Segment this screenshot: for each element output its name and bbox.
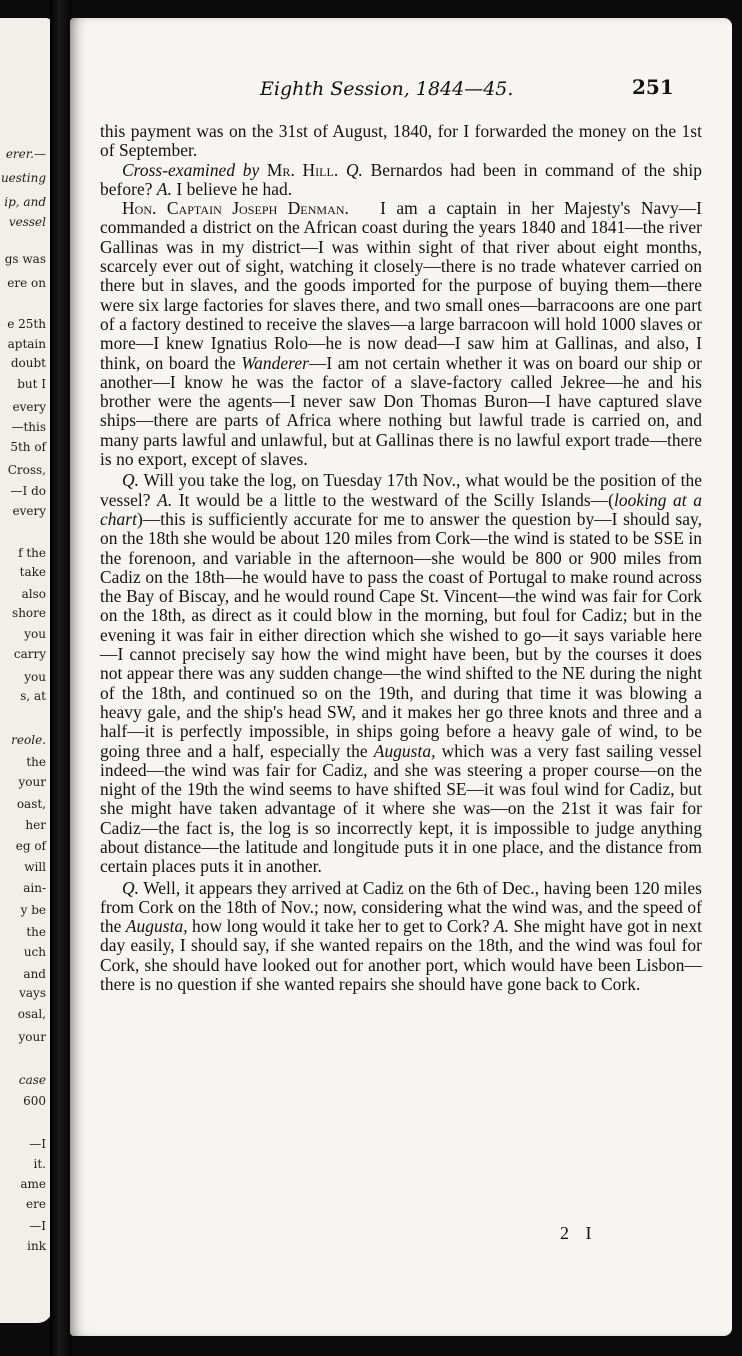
- previous-page-text-fragment: 600: [23, 1094, 46, 1108]
- previous-page-text-fragment: ink: [27, 1239, 46, 1253]
- paragraph: Cross-examined by Mr. Hill. Q. Bernardos had been in command of the ship before? A. I believe he had.: [100, 159, 702, 199]
- previous-page-text-fragment: but I: [17, 377, 46, 391]
- previous-page-text-fragment: aptain: [7, 337, 46, 351]
- signature-mark: 2 I: [560, 1223, 598, 1243]
- previous-page-fragment: [0, 18, 52, 1323]
- body-text: [100, 122, 702, 994]
- previous-page-text-fragment: also: [21, 587, 46, 601]
- page-number: 251: [632, 75, 674, 99]
- paragraph: Q. Will you take the log, on Tuesday 17th Nov., what would be the position of the vessel? A. It would be a little to the westward of the Scilly Islands—(looking at a chart)—this is sufficiently accurate for me to answer the question by—I should say, on the 18th she would be about 120 miles from Cork—the wind is stated to be SSE in the forenoon, and variable in the afternoon—she would be 800 or 900 miles from Cadiz on the 18th—he would have to pass the coast of Portugal to make round across the Bay of Biscay, and he would round Cape St. Vincent—the wind was fair for Cork on the 18th, as direct as it could blow in the morning, but foul for Cadiz; but in the evening it was fair in either direction which she wished to go—it says variable here—I cannot precisely say how the wind might have been, but by the courses it does not appear there was any sudden change—the wind shifted to the NE during the night of the 18th, and continued so on the 19th, and during that time it was blowing a heavy gale, and the ship's head SW, and it makes her go three knots and three and a half—it is perfectly impossible, in ships going before a heavy gale of wind, to be going three and a half, especially the Augusta, which was a very fast sailing vessel indeed—the wind was fair for Cadiz, and she was steering a proper course—on the night of the 19th the wind seems to have shifted SE—it was foul wind for Cadiz, but she might have taken advantage of it where she was—on the 21st it was fair for Cadiz—the fact is, the log is so incorrectly kept, it is impossible to judge anything about distance—the latitude and longitude puts it in one place, and the distance from certain places puts it in another.: [100, 470, 702, 877]
- paragraph: Q. Well, it appears they arrived at Cadiz on the 6th of Dec., having been 120 miles from Cork on the 18th of Nov.; now, considering what the wind was, and the speed of the Augusta, how long would it take her to get to Cork? A. She might have got in next day easily, I should say, if she wanted repairs on the 18th, and the wind was foul for Cork, she should have looked out for another port, which would have been Lisbon—there is no question if she wanted repairs she should have gone back to Cork.: [100, 877, 702, 995]
- previous-page-text-fragment: your: [18, 1030, 46, 1044]
- previous-page-text-fragment: ame: [20, 1177, 46, 1191]
- previous-page-text-fragment: you: [24, 627, 46, 641]
- previous-page-text-fragment: uesting: [0, 171, 46, 185]
- previous-page-text-fragment: vessel: [8, 215, 46, 229]
- previous-page-text-fragment: oast,: [16, 797, 46, 811]
- previous-page-text-fragment: will: [24, 860, 46, 874]
- previous-page-text-fragment: e 25th: [7, 317, 46, 331]
- previous-page-text-fragment: shore: [12, 606, 46, 620]
- previous-page-text-fragment: —this: [11, 420, 46, 434]
- previous-page-text-fragment: f the: [18, 546, 46, 560]
- previous-page-text-fragment: eg of: [15, 839, 46, 853]
- paragraph: this payment was on the 31st of August, 1840, for I forwarded the money on the 1st of September.: [100, 121, 702, 161]
- previous-page-text-fragment: —I: [29, 1137, 46, 1151]
- previous-page-text-fragment: vays: [19, 986, 46, 1000]
- previous-page-text-fragment: Cross,: [7, 463, 46, 477]
- previous-page-text-fragment: carry: [13, 647, 46, 661]
- previous-page-text-fragment: ere on: [7, 276, 46, 290]
- previous-page-text-fragment: you: [24, 670, 46, 684]
- previous-page-text-fragment: y be: [20, 903, 46, 917]
- previous-page-text-fragment: uch: [23, 945, 46, 959]
- previous-page-text-fragment: reole.: [11, 733, 46, 747]
- previous-page-text-fragment: take: [19, 565, 46, 579]
- previous-page-text-fragment: s, at: [20, 689, 46, 703]
- book-gutter: [50, 0, 72, 1356]
- previous-page-text-fragment: ere: [26, 1197, 46, 1211]
- previous-page-text-fragment: and: [23, 967, 46, 981]
- previous-page-text-fragment: 5th of: [10, 440, 46, 454]
- paragraph: Hon. Captain Joseph Denman. I am a captain in her Majesty's Navy—I commanded a district on the African coast during the years 1840 and 1841—the river Gallinas was in my district—I was within sight of that river about eight months, scarcely ever out of sight, watching it closely—there is no trade whatever carried on there but in slaves, and the goods imported for the purpose of buying them—there were six large factories for slaves there, and two small ones—barracoons are one part of a factory destined to receive the slaves—a large barracoon will hold 1000 slaves or more—I knew Ignatius Rolo—he is now dead—I saw him at Gallinas, and also, I think, on board the Wanderer—I am not certain whether it was on board our ship or another—I know he was the factor of a slave-factory called Jekree—he and his brother were the agents—I never saw Don Thomas Buron—I have captured slave ships—there are parts of Africa where nothing but lawful trade is carried on, and many parts lawful and unlawful, but at Gallinas there is no lawful export trade—there is no export, except of slaves.: [100, 198, 702, 470]
- previous-page-text-fragment: the: [26, 925, 46, 939]
- previous-page-text-fragment: —I do: [10, 484, 46, 498]
- previous-page-text-fragment: your: [18, 775, 46, 789]
- previous-page-text-fragment: every: [12, 504, 46, 518]
- previous-page-text-fragment: the: [26, 755, 46, 769]
- running-head: [70, 75, 732, 108]
- previous-page-text-fragment: —I: [29, 1219, 46, 1233]
- previous-page-text-fragment: ip, and: [4, 195, 46, 209]
- previous-page-text-fragment: gs was: [4, 252, 46, 266]
- running-title: Eighth Session, 1844—45.: [260, 78, 514, 100]
- previous-page-text-fragment: every: [12, 400, 46, 414]
- previous-page-text-fragment: doubt: [10, 356, 46, 370]
- previous-page-text-fragment: it.: [33, 1157, 46, 1171]
- previous-page-text-fragment: ain-: [23, 881, 46, 895]
- book-page: [70, 18, 732, 1336]
- previous-page-text-fragment: her: [25, 818, 46, 832]
- previous-page-text-fragment: osal,: [17, 1007, 46, 1021]
- previous-page-text-fragment: case: [18, 1073, 46, 1087]
- previous-page-text-fragment: erer.—: [5, 147, 46, 161]
